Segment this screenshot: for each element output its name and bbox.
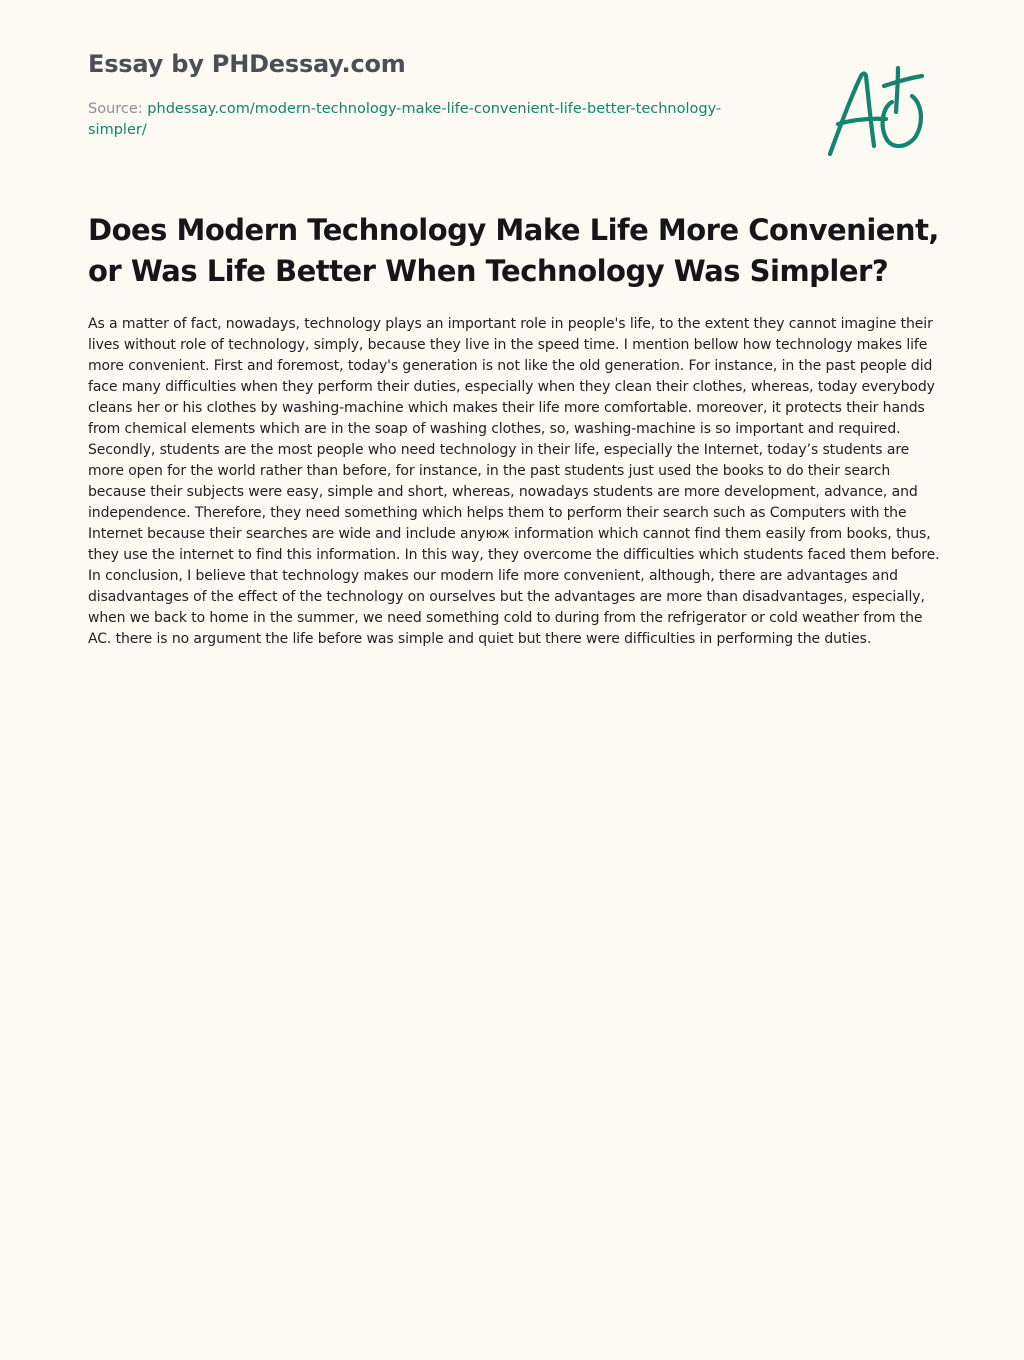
source-link[interactable]: phdessay.com/modern-technology-make-life-convenient-life-better-technology-simpler/: [88, 101, 722, 138]
page-header: [88, 50, 768, 141]
source-line: [88, 99, 768, 141]
site-title: Essay by PHDessay.com: [88, 50, 406, 78]
essay-body: As a matter of fact, nowadays, technology plays an important role in people's life, to the extent they cannot imagine their lives without role of technology, simply, because they live in the speed time. I mention bellow how technology makes life more convenient. First and foremost, today's generation is not like the old generation. For instance, in the past people did face many difficulties when they perform their duties, especially when they clean their clothes, whereas, today everybody cleans her or his clothes by washing-machine which makes their life more comfortable. moreover, it protects their hands from chemical elements which are in the soap of washing clothes, so, washing-machine is so important and required. Secondly, students are the most people who need technology in their life, especially the Internet, today’s students are more open for the world rather than before, for instance, in the past students just used the books to do their search because their subjects were easy, simple and short, whereas, nowadays students are more development, advance, and independence. Therefore, they need something which helps them to perform their search such as Computers with the Internet because their searches are wide and include anyюж information which cannot find them easily from books, thus, they use the internet to find this information. In this way, they overcome the difficulties which students faced them before. In conclusion, I believe that technology makes our modern life more convenient, although, there are advantages and disadvantages of the effect of the technology on ourselves but the advantages are more than disadvantages, especially, when we back to home in the summer, we need something cold to during from the refrigerator or cold weather from the AC. there is no argument the life before was simple and quiet but there were difficulties in performing the duties.: [88, 316, 940, 647]
a-plus-grade-icon: [824, 64, 928, 160]
essay-title: Does Modern Technology Make Life More Convenient, or Was Life Better When Technology Was Simpler?: [88, 213, 939, 288]
source-label: Source:: [88, 101, 143, 117]
